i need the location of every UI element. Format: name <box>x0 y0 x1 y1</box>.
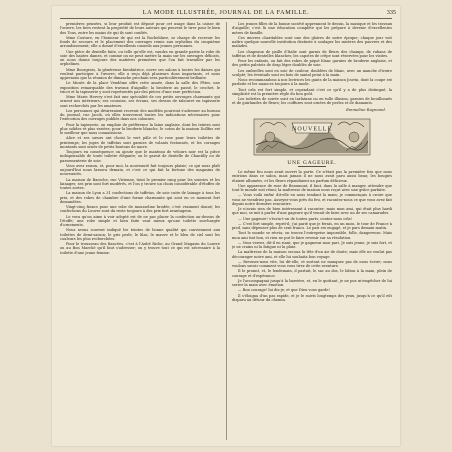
paragraph: Nous recommandons à nos lectrices les gants de la maison Jouvin, dont la coupe est parfaite et les nuances toujours à la mode. <box>232 78 392 87</box>
paragraph: Le vœu qu'on aime à voir adopté est de ne pas placer la confection au-dessus de l'étoffe; une robe simple et bien faite vaut mieux qu'une toilette surchargée d'ornements. <box>60 214 220 227</box>
paragraph: Mme Couture, en l'honneur de qui est la Rocheblave, se charge de recevoir les fonds de secours et le placement des ouvrages remis aux orphelins du cinquième arrondissement; elle a donné d'excellents conseils aux jeunes personnes. <box>60 35 220 49</box>
paragraph: Je l'accompagnai jusqu'à la barrière, et, en le quittant, je ne pus m'empêcher de lui serrer la main avec émotion. <box>232 278 392 287</box>
paragraph: Tout le monde se récria; on trouva l'entreprise impossible, folle, dangereuse. Mais mon ami tint bon, et rien ne put le faire revenir sur sa résolution. <box>232 231 392 240</box>
paragraph: Pour la tapisserie, on emploie de préférence la laine anglaise, dont les teintes sont plus solides et plus variées; pour la broderie blanche, le coton de la maison Dollfus est le meilleur que nous connaissions. <box>60 122 220 135</box>
vignette-label: NOUVELLE <box>292 126 332 133</box>
header-rule <box>60 18 392 19</box>
right-column <box>232 22 392 440</box>
paragraph: Pour les enfants, on fait des robes de piqué blanc garnies de broderie anglaise, et des petits paletots de drap léger doublés de soie. <box>232 59 392 68</box>
paragraph: Il le promit, et, le lendemain, il partait, le sac au dos, le bâton à la main, plein de courage et d'espérance. <box>232 269 392 278</box>
paragraph: Une pièce de dentelle faite, ou telle qu'elle est, vaudra en grande partie la robe de soie des hautes dames, et comme on ne peut mettre la main sur les ouvrages délicats, on nous donne toujours des matières premières que l'on fait travailler par les orphelines. <box>60 49 220 67</box>
paragraph: La maison de Baroche, rue Vivienne, tient le premier rang pour les soieries et les lainages; ses prix sont fort modérés, et l'on y trouve un choix considérable d'étoffes de toutes sortes. <box>60 177 220 190</box>
journal-title: LA MODE ILLUSTRÉE, JOURNAL DE LA FAMILLE. <box>142 9 310 16</box>
paragraph: Pour le trousseau des fiancées, c'est à l'Aubé Riche, au Grand Magasin du Louvre ou au Bon Marché qu'il faut s'adresser; on y trouve tout ce qui est nécessaire à la toilette d'une jeune femme. <box>60 242 220 255</box>
story-title: UNE GAGEURE. <box>287 159 337 166</box>
paragraph: Le même fou nous avait ouvert la porte. Ce n'était pas la première fois que nous entrions dans ce salon, mais jamais il ne nous avait paru aussi beau; les bougies étaient allumées, et les fleurs répandaient un parfum délicieux. <box>232 170 392 183</box>
paragraph: premières pensées, si leur produit est déposé pour cet usage dans la caisse de l'œuvre, les tiers restent la propriété de leurs auteurs qui peuvent le tirer pour le bien des Tous, entre les mains de qui ils sont confiés. <box>60 22 220 35</box>
paragraph: Les ombrelles sont en soie de couleur, doublées de blanc, avec un manche d'ivoire sculpté; les éventails sont en bois de santal peint à la main. <box>232 68 392 77</box>
paragraph: Les chapeaux de paille d'Italie sont garnis de fleurs des champs, de rubans de taffetas et de dentelles blanches; les capotes de crêpe sont réservées pour les visites. <box>232 49 392 58</box>
column-divider <box>226 22 227 440</box>
paragraph: Les personnes qui désireraient recevoir des modèles pourront s'adresser au bureau du journal, rue Jacob, où elles trouveront toutes les indications nécessaires pour l'exécution des ouvrages publiés dans nos colonnes. <box>60 108 220 122</box>
left-column <box>60 22 220 440</box>
paragraph: Nous avons souvent indiqué les teintes de bonne qualité qui conviennent aux toilettes de demi-saison; le gris perle, le lilas, le mauve et le bleu de ciel sont les couleurs les plus recherchées. <box>60 228 220 241</box>
author-signature: Emmeline Raymond. <box>346 106 386 112</box>
paragraph: Je n'avais rien de bien intéressant à raconter; mais mon ami, qui était plus hardi que moi, se mit à parler d'une gageure qu'il venait de faire avec un de ses camarades. <box>232 207 392 216</box>
paragraph: Le Musée de la place Vendôme offre cette année, dans la salle des Fêtes, une exposition remarquable des travaux d'aiguille; la broderie au passé, le crochet, le tricot et la tapisserie y sont représentés par des pièces d'une rare perfection. <box>60 81 220 94</box>
title-rule <box>298 166 326 167</box>
paragraph: Vingt-cinq francs pour une robe de mousseline brodée, c'est vraiment donné; les confections du Louvre sont du reste toujours à des prix fort avantageux. <box>60 205 220 214</box>
story-text <box>232 170 392 302</box>
paragraph: Alice et ses sœurs ont choisi le vert pâle et le rose pour leurs toilettes de printemps; les jupes de taffetas sont garnies de volants festonnés, et les corsages montants sont ornés de petits boutons de nacre. <box>60 136 220 149</box>
paragraph: — Une gageure! s'écria-t-on de toutes parts; contez-nous cela! <box>238 216 353 221</box>
paragraph: Mme Bourgeois, la généreuse bienfaitrice, ouvre ses salons à toutes les dames qui veulent participer à l'œuvre; elle a reçu déjà plusieurs dons importants, et nous apprenons que la réunion de dimanche prochain sera particulièrement brillante. <box>60 67 220 80</box>
paragraph: Ces œuvres charitables sont une des gloires de notre époque; chaque jour voit naître quelque nouvelle institution destinée à soulager les misères des pauvres et des malades. <box>232 35 392 49</box>
paragraph: Toujours en conséquence on ajoute que le manteau de velours noir est la pièce indispensable de toute toilette élégante; on le garnit de dentelle de Chantilly ou de passementerie de soie. <box>60 150 220 163</box>
paragraph: — C'est fort simple, reprit-il; j'ai parié que je ferais, en un mois, le tour de France à pied, sans dépenser plus de cent francs. Le pari est engagé, et je pars demain matin. <box>232 221 392 230</box>
paragraph: La maîtresse de la maison secoua la tête d'un air de doute; mais elle ne voulut pas décourager notre ami, et elle lui souhaita bon voyage. <box>232 250 392 259</box>
paragraph: Mme Marie Hervey s'est fait une spécialité de ces petits ouvrages charmants qui ornent nos intérieurs; ses coussins, ses écrans, ses dessus de tabouret en tapisserie sont recherchés par les amateurs. <box>60 95 220 108</box>
paragraph: Tout cela est fort simple, et cependant c'est ce qu'il y a de plus distingué; la simplicité est la première règle du bon goût. <box>232 87 392 96</box>
ornament-illustration <box>252 115 372 159</box>
paragraph: La maison de Lyon a 31 confections de taffetas, de soie cuite de lainage à tous les prix, et des robes de chambre d'une forme charmante qui sont en ce moment fort demandées. <box>60 191 220 204</box>
paragraph: — Bon courage! lui dis-je; et que Dieu vous garde! <box>238 288 330 293</box>
right-column-text <box>232 22 392 106</box>
paragraph: Il s'éloigna d'un pas rapide, et je le suivis longtemps des yeux, jusqu'à ce qu'il eût disparu au détour du chemin. <box>232 293 392 302</box>
left-column-text <box>60 22 220 255</box>
paragraph: Vous avez raison, et, pour moi, la nouveauté fait toujours plaisir; ce qui nous plaît aujourd'hui nous lassera demain, et c'est ce qui fait la fortune des magasins de nouveautés. <box>60 163 220 177</box>
paragraph: — Revenez-nous vite, lui dit-elle, et surtout ne manquez pas de nous écrire; nous voulons savoir comment vous vous tirez de cette aventure. <box>232 259 392 268</box>
paragraph: Les toilettes de soirée sont en tarlatane ou en tulle illusion, garnies de bouillonnés et de guirlandes de fleurs; les coiffures sont ornées de perles et de diamants. <box>232 97 392 106</box>
nouvelle-vignette <box>252 115 372 159</box>
journal-page <box>52 6 400 446</box>
page-number: 335 <box>386 9 396 16</box>
paragraph: — Vous verrez, dit-il en riant, que je gagnerai mon pari. Je suis jeune, je suis fort, et je ne crains ni la fatigue ni la pluie. <box>232 240 392 249</box>
paragraph: Une apparence de ruse de Beaumont, il faut, dans la salle à manger, attendre que tout le monde soit réuni; la maîtresse de maison nous reçut avec une grâce parfaite. <box>232 183 392 192</box>
paragraph: — Vous voilà enfin! dit-elle en nous tendant la main; je commençais à croire que vous ne viendriez pas. Asseyez-vous près du feu, et racontez-nous ce que vous avez fait depuis notre dernière rencontre. <box>232 193 392 206</box>
paragraph: Les jeunes filles de la bonne société apprennent le dessin, la musique et les travaux d'aiguille; c'est là une éducation complète qui les prépare à devenir d'excellentes mères de famille. <box>232 22 392 35</box>
